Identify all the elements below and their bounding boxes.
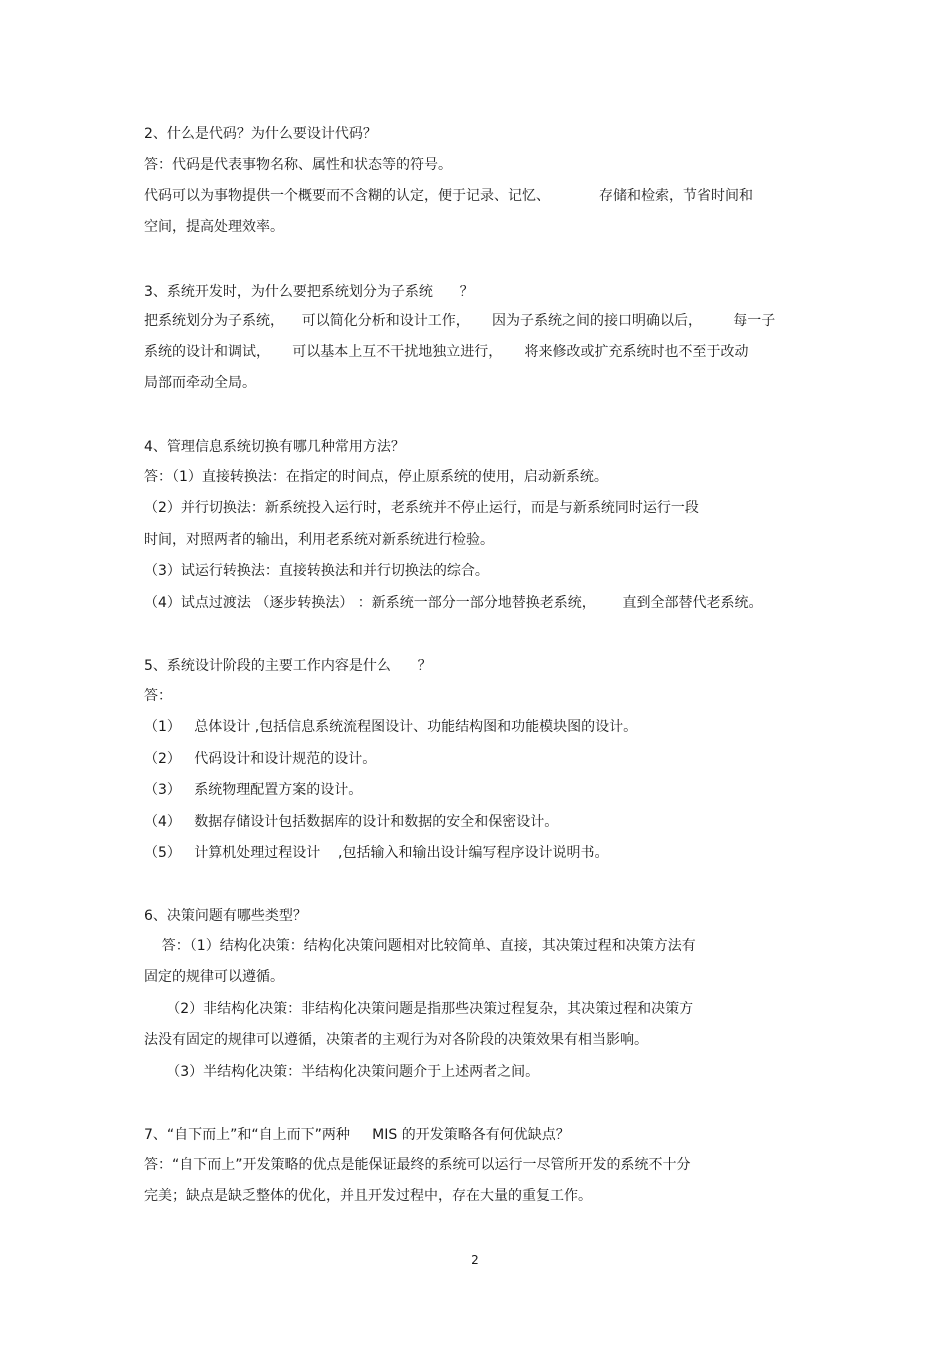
answer-line: （4） 数据存储设计包括数据库的设计和数据的安全和保密设计。 [144,814,559,830]
question-7-heading: 7、“自下而上”和“自上而下”两种 MIS 的开发策略各有何优缺点？ [144,1127,570,1143]
answer-line: 答：（1）直接转换法：在指定的时间点，停止原系统的使用，启动新系统。 [144,469,608,485]
answer-line: （3） 系统物理配置方案的设计。 [144,782,363,798]
answer-line: 局部而牵动全局。 [144,375,256,391]
answer-line: （1） 总体设计 ,包括信息系统流程图设计、功能结构图和功能模块图的设计。 [144,719,638,735]
answer-line: 代码可以为事物提供一个概要而不含糊的认定，便于记录、记忆、 存储和检索，节省时间和 [144,188,753,204]
answer-line: 答：“自下而上”开发策略的优点是能保证最终的系统可以运行一尽管所开发的系统不十分 [144,1157,691,1173]
answer-line: 答：（1）结构化决策：结构化决策问题相对比较简单、直接，其决策过程和决策方法有 [144,938,696,954]
answer-line: （2） 代码设计和设计规范的设计。 [144,751,377,767]
answer-line: 时间，对照两者的输出，利用老系统对新系统进行检验。 [144,532,494,548]
question-4-heading: 4、管理信息系统切换有哪几种常用方法？ [144,439,405,455]
answer-line: （2）非结构化决策：非结构化决策问题是指那些决策过程复杂，其决策过程和决策方 [144,1001,694,1017]
answer-line: 把系统划分为子系统， 可以简化分析和设计工作， 因为子系统之间的接口明确以后， 每一子 [144,313,776,329]
answer-line: 完美；缺点是缺乏整体的优化，并且开发过程中，存在大量的重复工作。 [144,1188,592,1204]
answer-line: 法没有固定的规律可以遵循，决策者的主观行为对各阶段的决策效果有相当影响。 [144,1032,648,1048]
answer-line: 系统的设计和调试， 可以基本上互不干扰地独立进行， 将来修改或扩充系统时也不至于改动 [144,344,749,360]
answer-line: 答： [144,688,172,704]
page-number: 2 [471,1253,479,1267]
answer-line: （2）并行切换法：新系统投入运行时，老系统并不停止运行，而是与新系统同时运行一段 [144,500,699,516]
question-3-heading: 3、系统开发时，为什么要把系统划分为子系统 ？ [144,284,474,300]
answer-line: （4）试点过渡法 （逐步转换法） ：新系统一部分一部分地替换老系统， 直到全部替代老系统。 [144,595,763,611]
answer-line: 答：代码是代表事物名称、属性和状态等的符号。 [144,157,452,173]
answer-line: （5） 计算机处理过程设计 ,包括输入和输出设计编写程序设计说明书。 [144,845,609,861]
answer-line: （3）半结构化决策：半结构化决策问题介于上述两者之间。 [144,1064,540,1080]
question-6-heading: 6、决策问题有哪些类型？ [144,908,307,924]
question-2-heading: 2、什么是代码？为什么要设计代码？ [144,126,377,142]
answer-line: 空间，提高处理效率。 [144,219,284,235]
question-5-heading: 5、系统设计阶段的主要工作内容是什么 ？ [144,658,432,674]
answer-line: 固定的规律可以遵循。 [144,969,284,985]
answer-line: （3）试运行转换法：直接转换法和并行切换法的综合。 [144,563,489,579]
